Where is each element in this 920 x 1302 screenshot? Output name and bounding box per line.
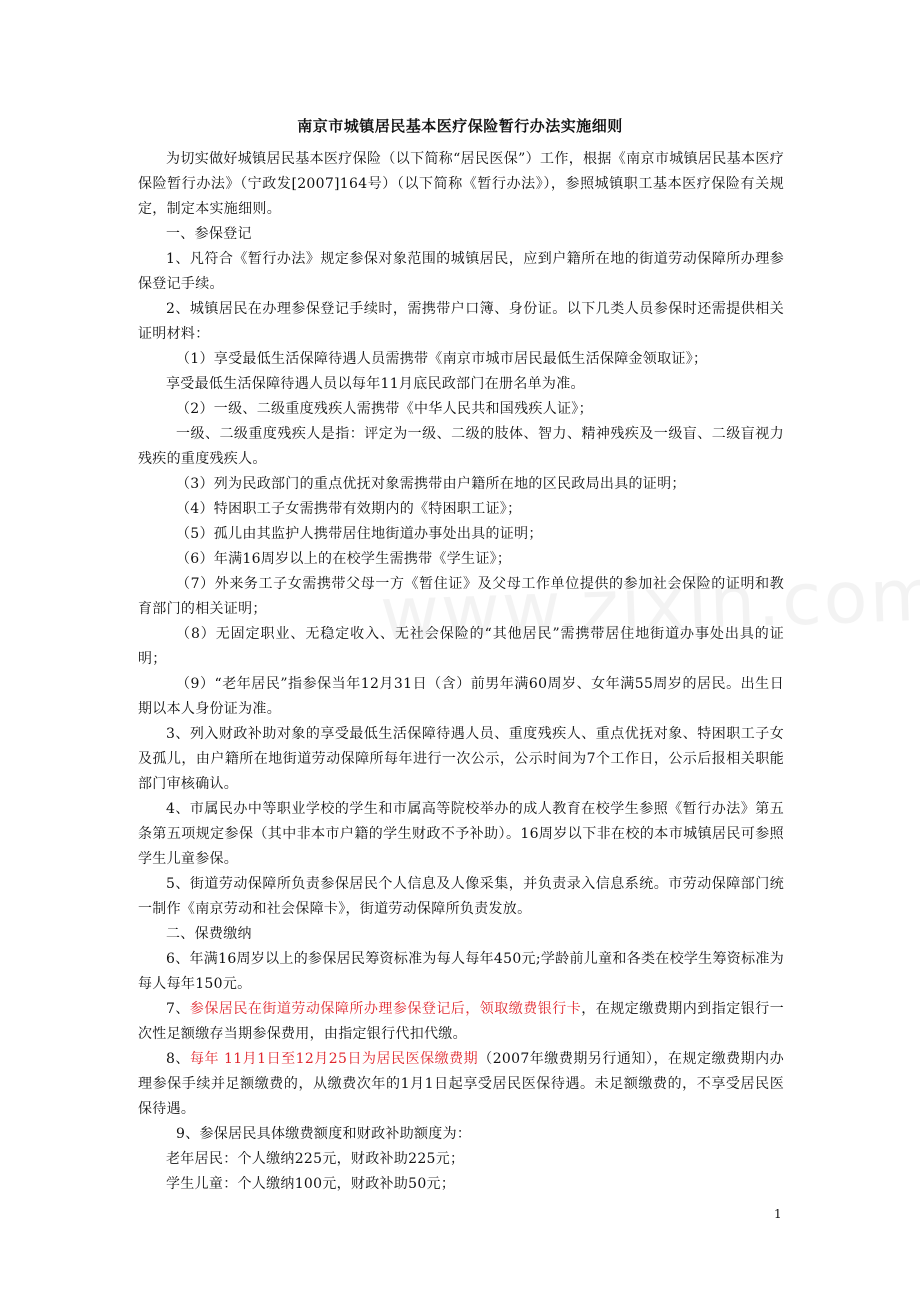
paragraph-6: 6、年满16周岁以上的参保居民筹资标准为每人每年450元;学龄前儿童和各类在校学生筹资标准为每人每年150元。 (138, 951, 784, 992)
page-number: 1 (774, 1207, 782, 1221)
list-item-1: （1）享受最低生活保障待遇人员需携带《南京市城市居民最低生活保障金领取证》； (176, 351, 708, 367)
section-heading-registration: 一、参保登记 (166, 226, 252, 242)
list-item-1-note: 享受最低生活保障待遇人员以每年11月底民政部门在册名单为准。 (166, 376, 585, 392)
paragraph-4: 4、市属民办中等职业学校的学生和市属高等院校举办的成人教育在校学生参照《暂行办法》第五条第五项规定参保（其中非本市户籍的学生财政不予补助）。16周岁以下非在校的本市城镇居民可参照学生儿童参保。 (138, 801, 784, 867)
intro-paragraph: 为切实做好城镇居民基本医疗保险（以下简称“居民医保”）工作，根据《南京市城镇居民基本医疗保险暂行办法》（宁政发[2007]164号）（以下简称《暂行办法》），参照城镇职工基本医疗保险有关规定，制定本实施细则。 (138, 151, 784, 217)
list-item-9: （9）“老年居民”指参保当年12月31日（含）前男年满60周岁、女年满55周岁的居民。出生日期以本人身份证为准。 (138, 676, 784, 717)
list-item-6: （6）年满16周岁以上的在校学生需携带《学生证》； (176, 551, 512, 567)
paragraph-8-rest: （2007年缴费期另行通知），在规定缴费期内办理参保手续并足额缴费的，从缴费次年的1月1日起享受居民医保待遇。未足额缴费的，不享受居民医保待遇。 (138, 1051, 785, 1117)
list-item-3: （3）列为民政部门的重点优抚对象需携带由户籍所在地的区民政局出具的证明； (176, 476, 686, 492)
list-item-2-note: 一级、二级重度残疾人是指：评定为一级、二级的肢体、智力、精神残疾及一级盲、二级盲视力残疾的重度残疾人。 (138, 426, 784, 467)
list-item-2: （2）一级、二级重度残疾人需携带《中华人民共和国残疾人证》； (176, 401, 593, 417)
section-heading-payment: 二、保费缴纳 (166, 926, 252, 942)
page-title: 南京市城镇居民基本医疗保险暂行办法实施细则 (297, 117, 623, 135)
list-item-4: （4）特困职工子女需携带有效期内的《特困职工证》； (176, 501, 522, 517)
paragraph-8-highlight: 每年 11月1日至12月25日为居民医保缴费期 (189, 1051, 479, 1067)
paragraph-7 (138, 997, 784, 1047)
list-item-8: （8）无固定职业、无稳定收入、无社会保险的“其他居民”需携带居住地街道办事处出具的证明； (138, 626, 784, 667)
paragraph-7-highlight: 参保居民在街道劳动保障所办理参保登记后，领取缴费银行卡 (189, 1001, 582, 1017)
paragraph-8-number: 8、 (166, 1051, 190, 1067)
paragraph-7-number: 7、 (166, 1001, 190, 1017)
paragraph-7-rest: ，在规定缴费期内到指定银行一次性足额缴存当期参保费用，由指定银行代扣代缴。 (138, 1001, 784, 1042)
list-item-5: （5）孤儿由其监护人携带居住地街道办事处出具的证明； (176, 526, 543, 542)
list-item-7: （7）外来务工子女需携带父母一方《暂住证》及父母工作单位提供的参加社会保险的证明和教育部门的相关证明； (138, 576, 784, 617)
paragraph-1: 1、凡符合《暂行办法》规定参保对象范围的城镇居民，应到户籍所在地的街道劳动保障所办理参保登记手续。 (138, 251, 784, 292)
contribution-elderly: 老年居民：个人缴纳225元，财政补助225元； (166, 1151, 465, 1167)
document-body (138, 147, 784, 1197)
paragraph-2: 2、城镇居民在办理参保登记手续时，需携带户口簿、身份证。以下几类人员参保时还需提供相关证明材料： (138, 301, 784, 342)
contribution-students: 学生儿童：个人缴纳100元，财政补助50元； (166, 1176, 456, 1192)
paragraph-9: 9、参保居民具体缴费额度和财政补助额度为： (176, 1126, 472, 1142)
paragraph-8 (138, 1047, 784, 1122)
paragraph-3: 3、列入财政补助对象的享受最低生活保障待遇人员、重度残疾人、重点优抚对象、特困职工子女及孤儿，由户籍所在地街道劳动保障所每年进行一次公示，公示时间为7个工作日，公示后报相关职能部门审核确认。 (138, 726, 784, 792)
paragraph-5: 5、街道劳动保障所负责参保居民个人信息及人像采集，并负责录入信息系统。市劳动保障部门统一制作《南京劳动和社会保障卡》，街道劳动保障所负责发放。 (138, 876, 784, 917)
